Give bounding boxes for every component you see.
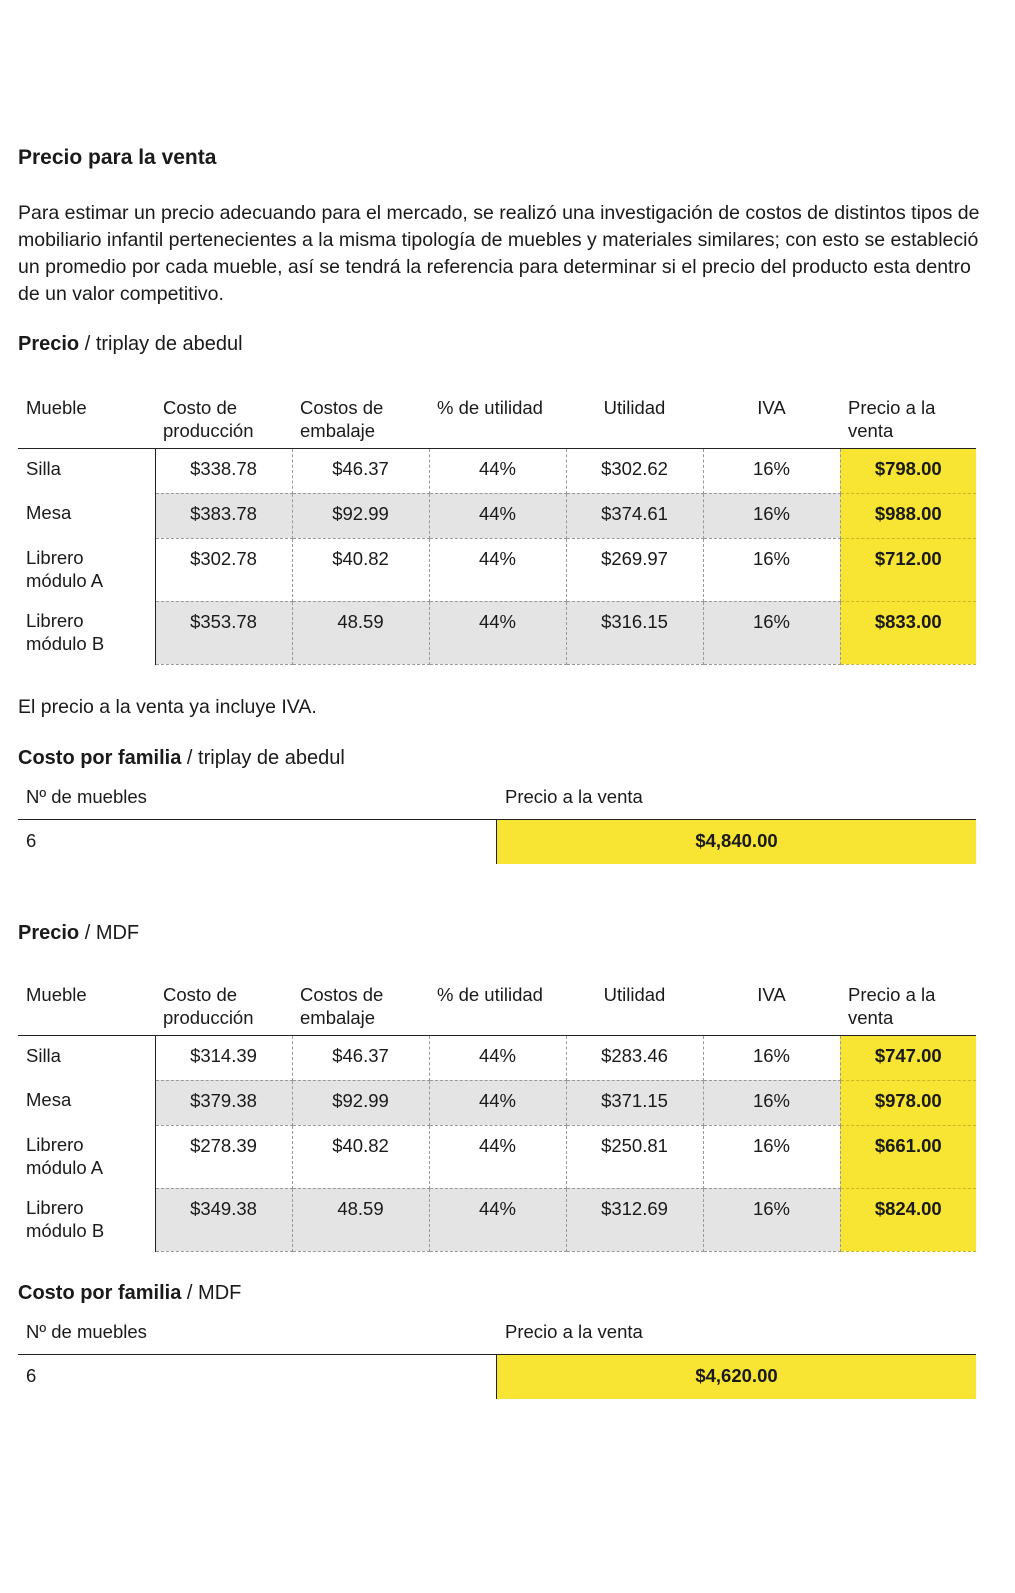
col-header-iva: IVA bbox=[703, 983, 840, 1035]
col-header-costo: Costo de producción bbox=[155, 983, 292, 1035]
family-header-row bbox=[18, 1311, 976, 1355]
table-row bbox=[18, 448, 976, 493]
cell-costo: $383.78 bbox=[155, 493, 292, 538]
family-heading-triplay: Costo por familia / triplay de abedul bbox=[18, 747, 345, 769]
table-row bbox=[18, 1080, 976, 1125]
family-header-row bbox=[18, 776, 976, 820]
cell-iva: 16% bbox=[703, 1035, 840, 1080]
cell-costo: $302.78 bbox=[155, 538, 292, 601]
family-row bbox=[18, 820, 976, 864]
cell-embalaje: $92.99 bbox=[292, 493, 429, 538]
cell-precio: $661.00 bbox=[840, 1125, 976, 1188]
cell-embalaje: $46.37 bbox=[292, 1035, 429, 1080]
iva-note: El precio a la venta ya incluye IVA. bbox=[18, 696, 317, 718]
cell-precio: $747.00 bbox=[840, 1035, 976, 1080]
cell-pct: 44% bbox=[429, 1188, 566, 1251]
cell-utilidad: $250.81 bbox=[566, 1125, 703, 1188]
cell-mueble: Mesa bbox=[18, 493, 155, 538]
cell-iva: 16% bbox=[703, 448, 840, 493]
col-header-pct-utilidad: % de utilidad bbox=[429, 396, 566, 448]
cell-iva: 16% bbox=[703, 1080, 840, 1125]
table-row bbox=[18, 493, 976, 538]
cell-pct: 44% bbox=[429, 1080, 566, 1125]
cell-embalaje: $46.37 bbox=[292, 448, 429, 493]
cell-mueble: Silla bbox=[18, 1035, 155, 1080]
cell-embalaje: 48.59 bbox=[292, 601, 429, 664]
table-row bbox=[18, 1188, 976, 1251]
cell-precio: $824.00 bbox=[840, 1188, 976, 1251]
cell-costo: $314.39 bbox=[155, 1035, 292, 1080]
col-header-price: Precio a la venta bbox=[505, 786, 643, 807]
col-header-utilidad: Utilidad bbox=[566, 983, 703, 1035]
cell-utilidad: $302.62 bbox=[566, 448, 703, 493]
cell-iva: 16% bbox=[703, 1125, 840, 1188]
cell-costo: $353.78 bbox=[155, 601, 292, 664]
cell-precio: $988.00 bbox=[840, 493, 976, 538]
cell-mueble: Librero módulo B bbox=[18, 601, 155, 664]
page-title: Precio para la venta bbox=[18, 146, 217, 169]
family-count: 6 bbox=[18, 1355, 497, 1399]
cell-costo: $379.38 bbox=[155, 1080, 292, 1125]
cell-utilidad: $316.15 bbox=[566, 601, 703, 664]
cell-mueble: Mesa bbox=[18, 1080, 155, 1125]
col-header-price: Precio a la venta bbox=[505, 1321, 643, 1342]
cell-mueble: Librero módulo A bbox=[18, 538, 155, 601]
cell-pct: 44% bbox=[429, 448, 566, 493]
price-table-triplay bbox=[18, 396, 976, 665]
cell-utilidad: $283.46 bbox=[566, 1035, 703, 1080]
col-header-embalaje: Costos de embalaje bbox=[292, 983, 429, 1035]
cell-embalaje: $40.82 bbox=[292, 538, 429, 601]
cell-precio: $833.00 bbox=[840, 601, 976, 664]
table-row bbox=[18, 1125, 976, 1188]
price-table-mdf bbox=[18, 983, 976, 1252]
cell-mueble: Librero módulo B bbox=[18, 1188, 155, 1251]
family-table-triplay bbox=[18, 776, 976, 864]
cell-mueble: Librero módulo A bbox=[18, 1125, 155, 1188]
family-table-mdf bbox=[18, 1311, 976, 1399]
section-heading-triplay: Precio / triplay de abedul bbox=[18, 333, 243, 355]
col-header-precio: Precio a la venta bbox=[840, 983, 976, 1035]
table-row bbox=[18, 1035, 976, 1080]
cell-precio: $712.00 bbox=[840, 538, 976, 601]
col-header-embalaje: Costos de embalaje bbox=[292, 396, 429, 448]
cell-precio: $978.00 bbox=[840, 1080, 976, 1125]
col-header-precio: Precio a la venta bbox=[840, 396, 976, 448]
table-header-row bbox=[18, 983, 976, 1035]
cell-embalaje: $40.82 bbox=[292, 1125, 429, 1188]
col-header-utilidad: Utilidad bbox=[566, 396, 703, 448]
cell-pct: 44% bbox=[429, 601, 566, 664]
cell-embalaje: $92.99 bbox=[292, 1080, 429, 1125]
cell-precio: $798.00 bbox=[840, 448, 976, 493]
intro-paragraph: Para estimar un precio adecuando para el mercado, se realizó una investigación de costos de distintos tipos de mobiliario infantil pertenecientes a la misma tipología de muebles y materiales similares; con esto se estableció un promedio por cada mueble, así se tendrá la referencia para determinar si el precio del producto esta dentro de un valor competitivo. bbox=[18, 202, 980, 305]
cell-costo: $278.39 bbox=[155, 1125, 292, 1188]
cell-utilidad: $374.61 bbox=[566, 493, 703, 538]
table-row bbox=[18, 601, 976, 664]
cell-embalaje: 48.59 bbox=[292, 1188, 429, 1251]
cell-pct: 44% bbox=[429, 493, 566, 538]
col-header-mueble: Mueble bbox=[18, 396, 155, 448]
family-count: 6 bbox=[18, 820, 497, 864]
table-row bbox=[18, 538, 976, 601]
cell-costo: $338.78 bbox=[155, 448, 292, 493]
col-header-iva: IVA bbox=[703, 396, 840, 448]
cell-iva: 16% bbox=[703, 493, 840, 538]
col-header-count: Nº de muebles bbox=[26, 1321, 147, 1342]
family-row bbox=[18, 1355, 976, 1399]
cell-iva: 16% bbox=[703, 1188, 840, 1251]
section-heading-mdf: Precio / MDF bbox=[18, 922, 140, 944]
col-header-count: Nº de muebles bbox=[26, 786, 147, 807]
cell-iva: 16% bbox=[703, 601, 840, 664]
table-header-row bbox=[18, 396, 976, 448]
family-price: $4,620.00 bbox=[497, 1355, 976, 1399]
cell-pct: 44% bbox=[429, 538, 566, 601]
cell-iva: 16% bbox=[703, 538, 840, 601]
col-header-mueble: Mueble bbox=[18, 983, 155, 1035]
cell-pct: 44% bbox=[429, 1125, 566, 1188]
cell-utilidad: $269.97 bbox=[566, 538, 703, 601]
family-price: $4,840.00 bbox=[497, 820, 976, 864]
cell-costo: $349.38 bbox=[155, 1188, 292, 1251]
cell-pct: 44% bbox=[429, 1035, 566, 1080]
col-header-pct-utilidad: % de utilidad bbox=[429, 983, 566, 1035]
family-heading-mdf: Costo por familia / MDF bbox=[18, 1282, 242, 1304]
cell-mueble: Silla bbox=[18, 448, 155, 493]
col-header-costo: Costo de producción bbox=[155, 396, 292, 448]
cell-utilidad: $312.69 bbox=[566, 1188, 703, 1251]
cell-utilidad: $371.15 bbox=[566, 1080, 703, 1125]
